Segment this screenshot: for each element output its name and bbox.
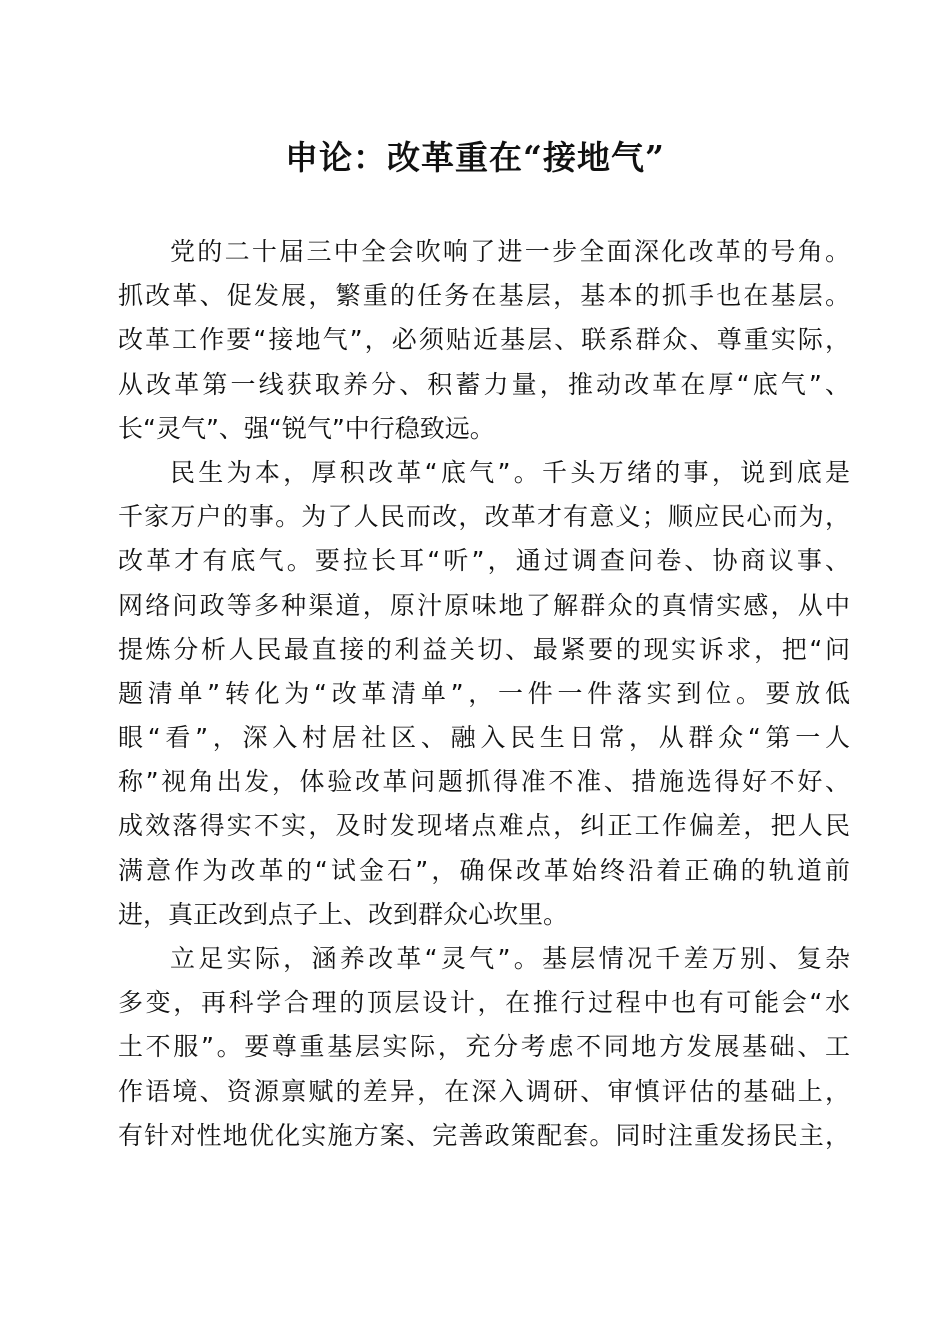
paragraph-line: 改革工作要“接地气”，必须贴近基层、联系群众、尊重实际， <box>118 325 850 355</box>
paragraph-line: 从改革第一线获取养分、积蓄力量，推动改革在厚“底气”、 <box>118 369 850 399</box>
paragraph-line: 有针对性地优化实施方案、完善政策配套。同时注重发扬民主， <box>118 1120 850 1150</box>
paragraph <box>118 451 850 937</box>
paragraph-line: 题清单”转化为“改革清单”，一件一件落实到位。要放低 <box>118 678 850 708</box>
paragraph-line: 提炼分析人民最直接的利益关切、最紧要的现实诉求，把“问 <box>118 634 850 664</box>
paragraph <box>118 230 850 451</box>
paragraph-line: 称”视角出发，体验改革问题抓得准不准、措施选得好不好、 <box>118 767 850 797</box>
paragraph-line: 千家万户的事。为了人民而改，改革才有意义；顺应民心而为， <box>118 502 850 532</box>
document-title: 申论：改革重在“接地气” <box>285 138 665 177</box>
document-body <box>118 230 850 1158</box>
paragraph-line: 多变，再科学合理的顶层设计，在推行过程中也有可能会“水 <box>118 988 850 1018</box>
paragraph-line: 满意作为改革的“试金石”，确保改革始终沿着正确的轨道前 <box>118 855 850 885</box>
paragraph-line: 改革才有底气。要拉长耳“听”，通过调查问卷、协商议事、 <box>118 546 850 576</box>
paragraph <box>118 937 850 1158</box>
paragraph-line: 作语境、资源禀赋的差异，在深入调研、审慎评估的基础上， <box>118 1076 850 1106</box>
paragraph-line: 民生为本，厚积改革“底气”。千头万绪的事，说到底是 <box>170 457 850 487</box>
paragraph-line: 立足实际，涵养改革“灵气”。基层情况千差万别、复杂 <box>170 944 850 973</box>
paragraph-line: 网络问政等多种渠道，原汁原味地了解群众的真情实感，从中 <box>118 590 850 620</box>
paragraph-line: 抓改革、促发展，繁重的任务在基层，基本的抓手也在基层。 <box>118 281 850 311</box>
paragraph-line: 进，真正改到点子上、改到群众心坎里。 <box>118 899 569 929</box>
paragraph-line: 党的二十届三中全会吹响了进一步全面深化改革的号角。 <box>170 237 850 266</box>
paragraph-line: 眼“看”，深入村居社区、融入民生日常，从群众“第一人 <box>118 723 850 753</box>
paragraph-line: 土不服”。要尊重基层实际，充分考虑不同地方发展基础、工 <box>118 1032 850 1062</box>
paragraph-line: 成效落得实不实，及时发现堵点难点，纠正工作偏差，把人民 <box>118 811 850 841</box>
paragraph-line: 长“灵气”、强“锐气”中行稳致远。 <box>118 413 495 443</box>
